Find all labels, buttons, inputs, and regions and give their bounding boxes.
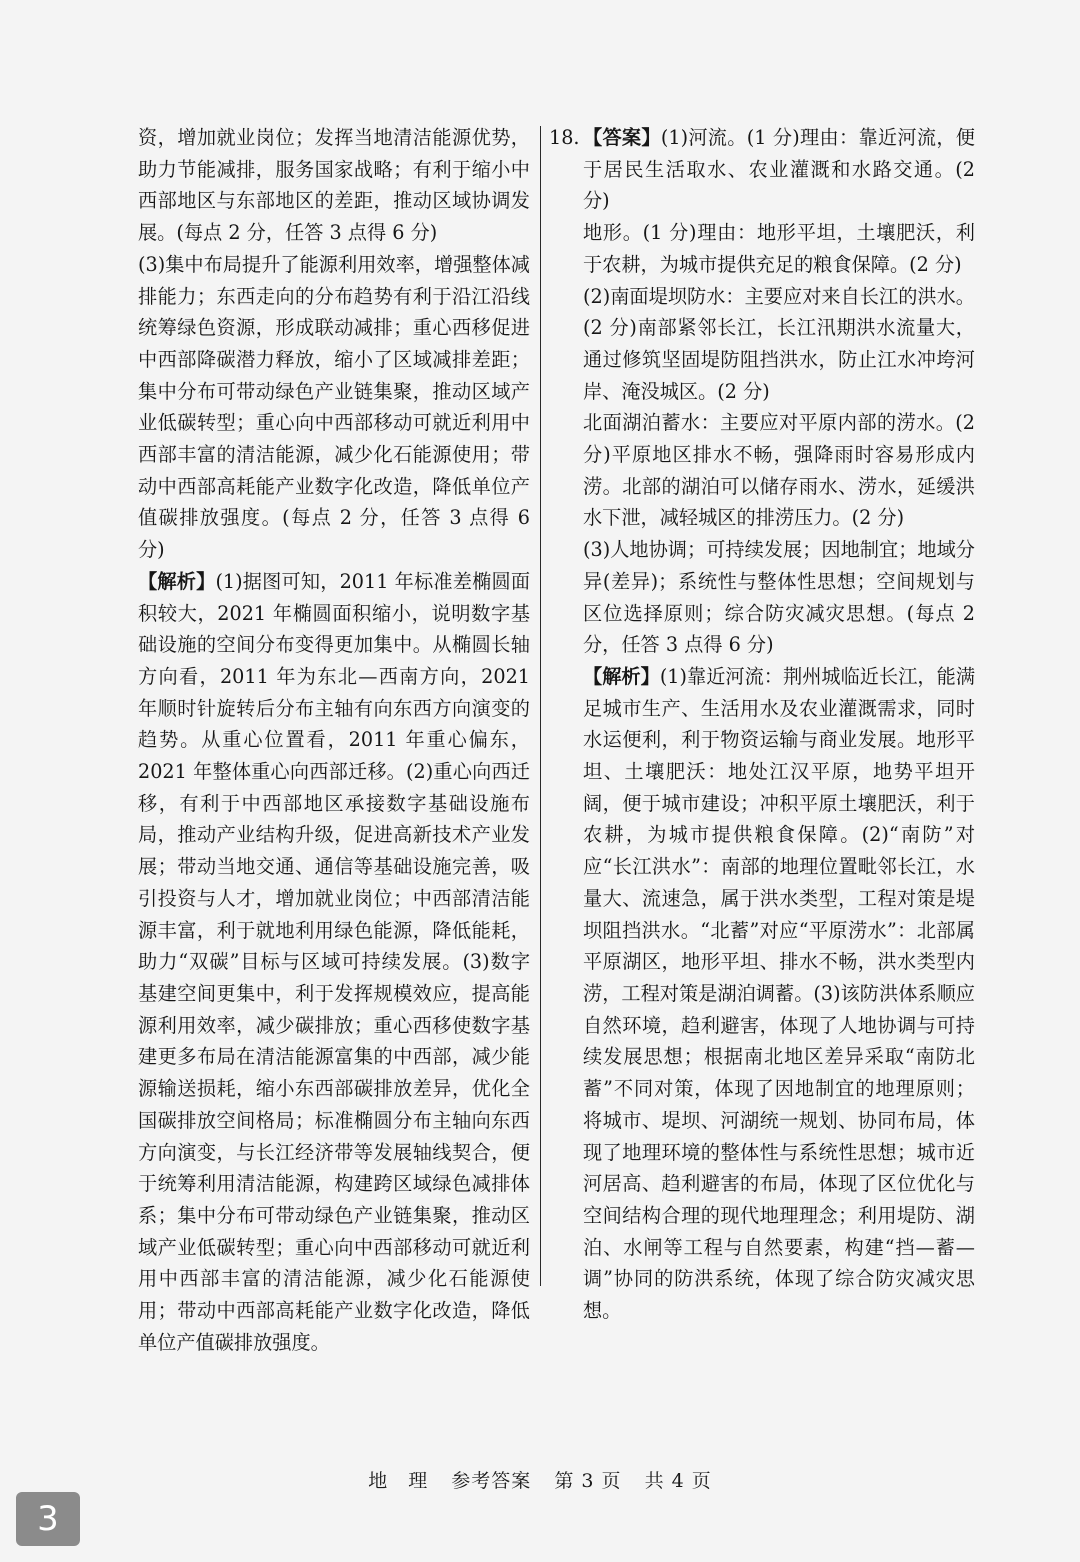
footer-page-number: 第 3 页 [554,1470,622,1492]
answer-part-1-river [583,122,975,217]
right-analysis [583,661,975,1327]
analysis-text: (1)据图可知，2011 年标准差椭圆面积较大，2021 年椭圆面积缩小，说明数字基础设施的空间分布变得更加集中。从椭圆长轴方向看，2011 年为东北—西南方向，2021 年顺时针旋转后分布主轴有向东西方向演变的趋势。从重心位置看，2011 年重心偏东，2021 年整体重心向西部迁移。(2)重心向西迁移，有利于中西部地区承接数字基础设施布局，推动产业结构升级，促进高新技术产业发展；带动当地交通、通信等基础设施完善，吸引投资与人才，增加就业岗位；中西部清洁能源丰富，利于就地利用绿色能源，降低能耗，助力“双碳”目标与区域可持续发展。(3)数字基建空间更集中，利于发挥规模效应，提高能源利用效率，减少碳排放；重心西移使数字基建更多布局在清洁能源富集的中西部，减少能源输送损耗，缩小东西部碳排放差异，优化全国碳排放空间格局；标准椭圆分布主轴向东西方向演变，与长江经济带等发展轴线契合，便于统筹利用清洁能源，构建跨区域绿色减排体系；集中分布可带动绿色产业链集聚，推动区域产业低碳转型；重心向中西部移动可就近利用中西部丰富的清洁能源，减少化石能源使用；带动中西部高耗能产业数字化改造，降低单位产值碳排放强度。 [138,569,531,1354]
page-index-badge: 3 [16,1492,80,1546]
answer-part-1-terrain: 地形。(1 分)理由：地形平坦，土壤肥沃，利于农耕，为城市提供充足的粮食保障。(2 分) [583,221,975,276]
question-18-answer [549,122,975,217]
page-footer [0,1466,1080,1493]
column-divider [540,126,541,1286]
footer-total-pages: 共 4 页 [644,1470,712,1492]
answer-part-3: (3)人地协调；可持续发展；因地制宜；地域分异(差异)；系统性与整体性思想；空间规划与区位选择原则；综合防灾减灾思想。(每点 2 分，任答 3 点得 6 分) [583,538,975,657]
answer-text-1: (1)河流。(1 分)理由：靠近河流，便于居民生活取水、农业灌溉和水路交通。(2 分) [583,126,975,213]
question-number: 18. [549,126,580,149]
analysis-label: 【解析】 [583,664,660,688]
answer-part-2-south: (2)南面堤坝防水：主要应对来自长江的洪水。(2 分)南部紧邻长江，长江汛期洪水流量大，通过修筑坚固堤防阻挡洪水，防止江水冲垮河岸、淹没城区。(2 分) [583,284,975,403]
footer-subject: 地 理 [368,1470,429,1492]
footer-doc-title: 参考答案 [451,1470,532,1492]
left-column [138,122,530,1358]
left-answer-part-3: (3)集中布局提升了能源利用效率，增强整体减排能力；东西走向的分布趋势有利于沿江沿线统筹绿色资源，形成联动减排；重心西移促进中西部降碳潜力释放，缩小了区域减排差距；集中分布可带动绿色产业链集聚，推动区域产业低碳转型；重心向中西部移动可就近利用中西部丰富的清洁能源，减少化石能源使用；带动中西部高耗能产业数字化改造，降低单位产值碳排放强度。(每点 2 分，任答 3 点得 6 分) [138,252,530,562]
left-analysis [138,566,530,1359]
analysis-label: 【解析】 [138,569,216,593]
analysis-text: (1)靠近河流：荆州城临近长江，能满足城市生产、生活用水及农业灌溉需求，同时水运便利，利于物资运输与商业发展。地形平坦、土壤肥沃：地处江汉平原，地势平坦开阔，便于城市建设；冲积平原土壤肥沃，利于农耕，为城市提供粮食保障。(2)“南防”对应“长江洪水”：南部的地理位置毗邻长江，水量大、流速急，属于洪水类型，工程对策是堤坝阻挡洪水。“北蓄”对应“平原涝水”：北部属平原湖区，地形平坦、排水不畅，洪水类型内涝，工程对策是湖泊调蓄。(3)该防洪体系顺应自然环境，趋利避害，体现了人地协调与可持续发展思想；根据南北地区差异采取“南防北蓄”不同对策，体现了因地制宜的地理原则；将城市、堤坝、河湖统一规划、协同布局，体现了地理环境的整体性与系统性思想；城市近河居高、趋利避害的布局，体现了区位优化与空间结构合理的现代地理理念；利用堤防、湖泊、水闸等工程与自然要素，构建“挡—蓄—调”协同的防洪系统，体现了综合防灾减灾思想。 [583,664,976,1323]
answer-label: 【答案】 [583,126,661,149]
answer-part-2-north: 北面湖泊蓄水：主要应对平原内部的涝水。(2 分)平原地区排水不畅，强降雨时容易形成内涝。北部的湖泊可以储存雨水、涝水，延缓洪水下泄，减轻城区的排涝压力。(2 分) [583,411,975,530]
left-answer-continued: 资，增加就业岗位；发挥当地清洁能源优势，助力节能减排，服务国家战略；有利于缩小中西部地区与东部地区的差距，推动区域协调发展。(每点 2 分，任答 3 点得 6 分) [138,126,530,245]
right-column [549,122,976,1327]
